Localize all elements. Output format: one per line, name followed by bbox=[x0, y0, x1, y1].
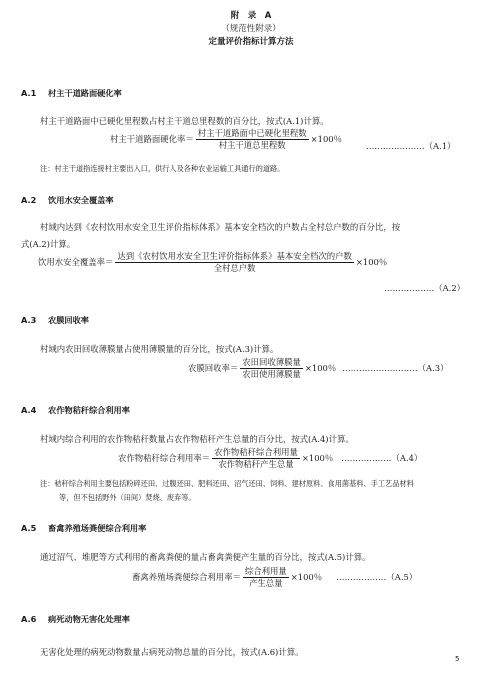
formula-rhs: ×100％ bbox=[355, 257, 388, 268]
formula-denominator: 村主干道总里程数 bbox=[218, 139, 286, 150]
formula-fraction bbox=[212, 448, 300, 469]
formula-numerator: 农作物秸秆综合利用量 bbox=[214, 447, 298, 457]
section-number-a2: A.2 bbox=[21, 195, 37, 205]
formula-rhs: ×100％ bbox=[290, 572, 323, 583]
note-a4-line1: 注：秸秆综合利用主要包括粉碎还田、过腹还田、肥料还田、沼气还田、饲料、建材原料、食用菌基料、手工艺品材料 bbox=[40, 479, 414, 488]
formula-numerator: 农田回收薄膜量 bbox=[242, 357, 301, 367]
formula-lhs: 村主干道路面硬化率＝ bbox=[110, 134, 194, 145]
section-title-a4: 农作物秸秆综合利用率 bbox=[48, 405, 130, 415]
formula-label-a2: ………………（A.2） bbox=[384, 283, 466, 293]
formula-a2 bbox=[38, 252, 387, 273]
formula-denominator: 全村总户数 bbox=[213, 262, 256, 273]
formula-lhs: 农膜回收率＝ bbox=[188, 363, 239, 374]
section-number-a3: A.3 bbox=[21, 315, 37, 325]
section-number-a4: A.4 bbox=[21, 405, 37, 415]
appendix-title: 定量评价指标计算方法 bbox=[208, 37, 294, 47]
appendix-label: 附 录 A bbox=[230, 11, 272, 21]
section-title-a3: 农膜回收率 bbox=[48, 315, 89, 325]
section-text-a2-line2: 式(A.2)计算。 bbox=[21, 239, 76, 249]
note-a4-line2: 等，但不包括野外（田间）焚烧、废弃等。 bbox=[59, 493, 196, 502]
section-text-a4: 村域内综合利用的农作物秸秆数量占农作物秸秆产生总量的百分比，按式(A.4)计算。 bbox=[40, 434, 354, 444]
section-text-a1: 村主干道路面中已硬化里程数占村主干道总里程数的百分比，按式(A.1)计算。 bbox=[40, 116, 329, 126]
formula-label-a1: …………………（A.1） bbox=[366, 141, 456, 151]
section-title-a2: 饮用水安全覆盖率 bbox=[48, 195, 114, 205]
formula-a1 bbox=[110, 129, 342, 150]
section-text-a6: 无害化处理的病死动物数量占病死动物总量的百分比，按式(A.6)计算。 bbox=[40, 647, 304, 657]
formula-a3 bbox=[188, 358, 448, 379]
formula-lhs: 畜禽养殖场粪便综合利用率＝ bbox=[132, 572, 241, 583]
formula-rhs: ×100％ bbox=[310, 134, 343, 145]
section-text-a5: 通过沼气、堆肥等方式利用的畜禽粪便的量占畜禽粪便产生量的百分比，按式(A.5)计算。 bbox=[40, 552, 371, 562]
formula-fraction bbox=[243, 567, 289, 588]
section-title-a6: 病死动物无害化处理率 bbox=[48, 614, 130, 624]
formula-a4 bbox=[118, 448, 422, 469]
formula-rhs: ×100％ bbox=[301, 453, 334, 464]
section-title-a5: 畜禽养殖场粪便综合利用率 bbox=[48, 523, 147, 533]
formula-lhs: 饮用水安全覆盖率＝ bbox=[38, 257, 114, 268]
formula-rhs: ×100％ bbox=[304, 363, 337, 374]
formula-denominator: 产生总量 bbox=[249, 577, 283, 588]
formula-numerator: 达到《农村饮用水安全卫生评价指标体系》基本安全档次的户数 bbox=[117, 251, 352, 261]
page-number: 5 bbox=[455, 655, 460, 663]
normative-label: （规范性附录） bbox=[221, 24, 281, 34]
formula-denominator: 农田使用薄膜量 bbox=[242, 368, 301, 379]
formula-fraction bbox=[196, 129, 309, 150]
section-title-a1: 村主干道路面硬化率 bbox=[48, 88, 122, 98]
formula-lhs: 农作物秸秆综合利用率＝ bbox=[118, 453, 211, 464]
note-a1: 注：村主干道指连接村主要出入口，供行人及各种农业运输工具通行的道路。 bbox=[40, 164, 285, 173]
section-text-a2-line1: 村域内达到《农村饮用水安全卫生评价指标体系》基本安全档次的户数占全村总户数的百分比，按 bbox=[40, 222, 401, 232]
formula-numerator: 综合利用量 bbox=[244, 566, 287, 576]
formula-label-a5: ………………（A.5） bbox=[336, 572, 418, 583]
section-number-a6: A.6 bbox=[21, 614, 37, 624]
formula-label-a4: ………………（A.4） bbox=[341, 453, 423, 464]
formula-fraction bbox=[115, 252, 354, 273]
formula-denominator: 农作物秸秆产生总量 bbox=[218, 458, 294, 469]
formula-a5 bbox=[132, 567, 417, 588]
section-text-a3: 村域内农田回收薄膜量占使用薄膜量的百分比，按式(A.3)计算。 bbox=[40, 344, 279, 354]
formula-fraction bbox=[240, 358, 303, 379]
formula-numerator: 村主干道路面中已硬化里程数 bbox=[197, 128, 307, 138]
section-number-a1: A.1 bbox=[21, 88, 37, 98]
section-number-a5: A.5 bbox=[21, 523, 37, 533]
formula-label-a3: ………………………（A.3） bbox=[342, 363, 449, 374]
